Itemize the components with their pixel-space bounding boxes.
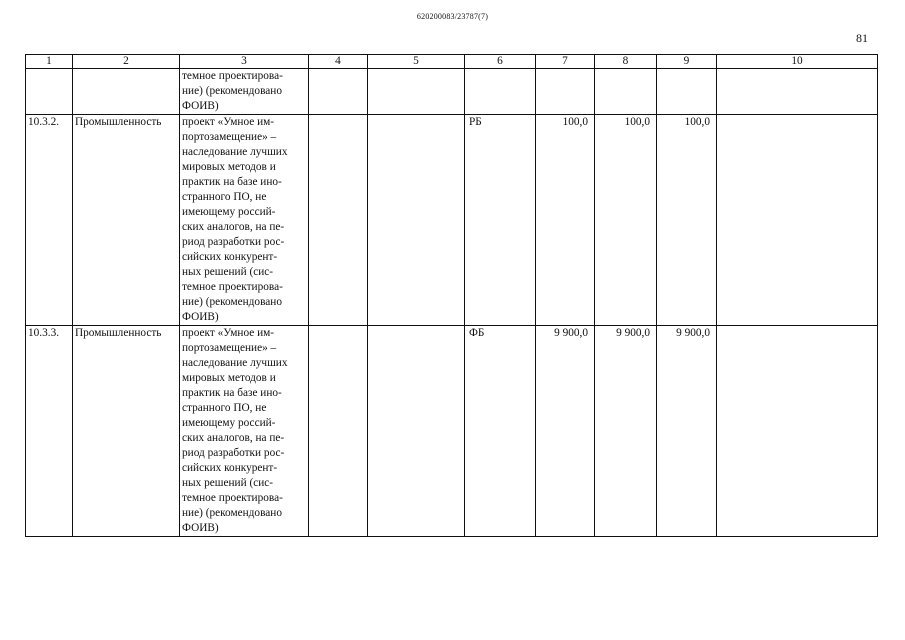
funding-table <box>25 54 878 537</box>
funding-source <box>465 69 536 115</box>
col10-cell <box>717 69 878 115</box>
column-header: 9 <box>657 55 717 69</box>
column-header: 5 <box>368 55 465 69</box>
amount-col9: 100,0 <box>657 115 717 326</box>
amount-col8: 9 900,0 <box>595 326 657 537</box>
column-header: 10 <box>717 55 878 69</box>
column-header: 8 <box>595 55 657 69</box>
col5-cell <box>368 115 465 326</box>
column-header: 7 <box>536 55 595 69</box>
table-row <box>26 69 878 115</box>
amount-col8: 100,0 <box>595 115 657 326</box>
funding-source: ФБ <box>465 326 536 537</box>
page-number: 81 <box>856 31 868 45</box>
sector <box>73 69 180 115</box>
column-header: 2 <box>73 55 180 69</box>
item-number: 10.3.3. <box>26 326 73 537</box>
description: проект «Умное им- портозамещение» – наследование лучших мировых методов и практик на базе ино- странного ПО, не имеющему россий- ских аналогов, на пе- риод разработки рос- сийских конкурент- ных решений (сис- темное проектирова- ние) (рекомендовано ФОИВ) <box>180 115 309 326</box>
col4-cell <box>309 69 368 115</box>
table-row <box>26 326 878 537</box>
description: темное проектирова- ние) (рекомендовано ФОИВ) <box>180 69 309 115</box>
amount-col7: 100,0 <box>536 115 595 326</box>
col5-cell <box>368 69 465 115</box>
column-header: 6 <box>465 55 536 69</box>
col5-cell <box>368 326 465 537</box>
column-header: 4 <box>309 55 368 69</box>
description: проект «Умное им- портозамещение» – наследование лучших мировых методов и практик на базе ино- странного ПО, не имеющему россий- ских аналогов, на пе- риод разработки рос- сийских конкурент- ных решений (сис- темное проектирова- ние) (рекомендовано ФОИВ) <box>180 326 309 537</box>
col10-cell <box>717 326 878 537</box>
col10-cell <box>717 115 878 326</box>
amount-col7: 9 900,0 <box>536 326 595 537</box>
amount-col9 <box>657 69 717 115</box>
column-header: 1 <box>26 55 73 69</box>
sector: Промышленность <box>73 326 180 537</box>
item-number: 10.3.2. <box>26 115 73 326</box>
amount-col7 <box>536 69 595 115</box>
sector: Промышленность <box>73 115 180 326</box>
document-code: 620200083/23787(7) <box>416 12 489 21</box>
table-row <box>26 115 878 326</box>
amount-col8 <box>595 69 657 115</box>
col4-cell <box>309 326 368 537</box>
table-header-row <box>26 55 878 69</box>
item-number <box>26 69 73 115</box>
funding-source: РБ <box>465 115 536 326</box>
col4-cell <box>309 115 368 326</box>
amount-col9: 9 900,0 <box>657 326 717 537</box>
column-header: 3 <box>180 55 309 69</box>
